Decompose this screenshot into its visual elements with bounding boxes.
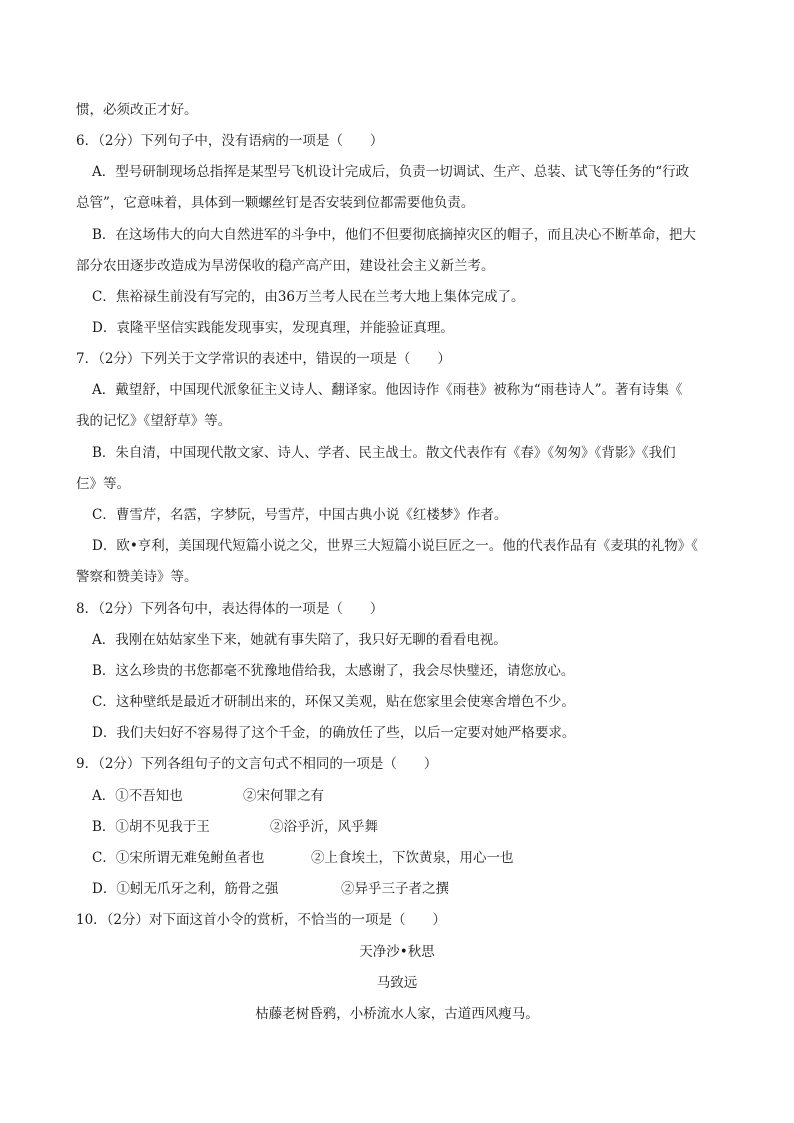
question-6-stem: 6．（2分）下列句子中，没有语病的一项是（ ） — [76, 133, 384, 149]
question-10-stem: 10．（2分）对下面这首小令的赏析，不恰当的一项是（ ） — [76, 912, 447, 928]
poem-title: 天净沙•秋思 — [359, 944, 435, 960]
q9-option-d-part1: D．①蚓无爪牙之利，筋骨之强 — [92, 881, 279, 897]
question-7-stem: 7．（2分）下列关于文学常识的表述中，错误的一项是（ ） — [76, 351, 451, 367]
q7-option-b-line2: 仨》等。 — [76, 476, 130, 492]
continuation-text: 惯，必须改正才好。 — [76, 102, 198, 118]
q7-option-a-line1: A．戴望舒，中国现代派象征主义诗人、翻译家。他因诗作《雨巷》被称为“雨巷诗人”。著有诗集《 — [92, 382, 683, 398]
q8-option-a: A．我刚在姑姑家坐下来，她就有事失陪了，我只好无聊的看看电视。 — [92, 632, 507, 648]
q7-option-a-line2: 我的记忆》《望舒草》等。 — [76, 413, 232, 429]
q9-option-c-part1: C．①宋所谓无难兔鲋鱼者也 — [92, 850, 265, 866]
q6-option-d: D．袁隆平坚信实践能发现事实，发现真理，并能验证真理。 — [92, 320, 454, 336]
q7-option-b-line1: B．朱自清，中国现代散文家、诗人、学者、民主战士。散文代表作有《春》《匆匆》《背影》《我们 — [92, 445, 676, 461]
q6-option-c: C．焦裕禄生前没有写完的，由36万兰考人民在兰考大地上集体完成了。 — [92, 289, 525, 305]
q6-option-b-line2: 部分农田逐步改造成为旱涝保收的稳产高产田，建设社会主义新兰考。 — [76, 258, 495, 274]
q6-option-b-line1: B．在这场伟大的向大自然进军的斗争中，他们不但要彻底摘掉灾区的帽子，而且决心不断革命，把大 — [92, 227, 696, 243]
q6-option-a-line2: 总管”，它意味着，具体到一颗螺丝钉是否安装到位都需要他负责。 — [76, 195, 475, 211]
q7-option-c: C．曹雪芹，名霑，字梦阮，号雪芹，中国古典小说《红楼梦》作者。 — [92, 507, 508, 523]
poem-line-1: 枯藤老树昏鸦，小桥流水人家，古道西风瘦马。 — [255, 1006, 539, 1022]
question-9-stem: 9．（2分）下列各组句子的文言句式不相同的一项是（ ） — [76, 756, 438, 772]
q8-option-d: D．我们夫妇好不容易得了这个千金，的确放任了些，以后一定要对她严格要求。 — [92, 725, 576, 741]
q9-option-a-part1: A．①不吾知也 — [92, 788, 183, 804]
q8-option-b: B．这么珍贵的书您都毫不犹豫地借给我，太感谢了，我会尽快璧还，请您放心。 — [92, 663, 575, 679]
q6-option-a-line1: A．型号研制现场总指挥是某型号飞机设计完成后，负责一切调试、生产、总装、试飞等任务的“行政 — [92, 164, 690, 180]
q9-option-a-part2: ②宋何罪之有 — [243, 788, 324, 804]
q7-option-d-line1: D．欧•亨利，美国现代短篇小说之父，世界三大短篇小说巨匠之一。他的代表作品有《麦琪的礼物》《 — [92, 538, 699, 554]
poem-author: 马致远 — [376, 975, 418, 991]
q9-option-b-part2: ②浴乎沂，风乎舞 — [270, 819, 378, 835]
q7-option-d-line2: 警察和赞美诗》等。 — [76, 569, 198, 585]
q9-option-c-part2: ②上食埃土，下饮黄泉，用心一也 — [311, 850, 514, 866]
q8-option-c: C．这种壁纸是最近才研制出来的，环保又美观，贴在您家里会使寒舍增色不少。 — [92, 694, 575, 710]
q9-option-b-part1: B．①胡不见我于王 — [92, 819, 210, 835]
q9-option-d-part2: ②异乎三子者之撰 — [341, 881, 449, 897]
question-8-stem: 8．（2分）下列各句中，表达得体的一项是（ ） — [76, 601, 384, 617]
